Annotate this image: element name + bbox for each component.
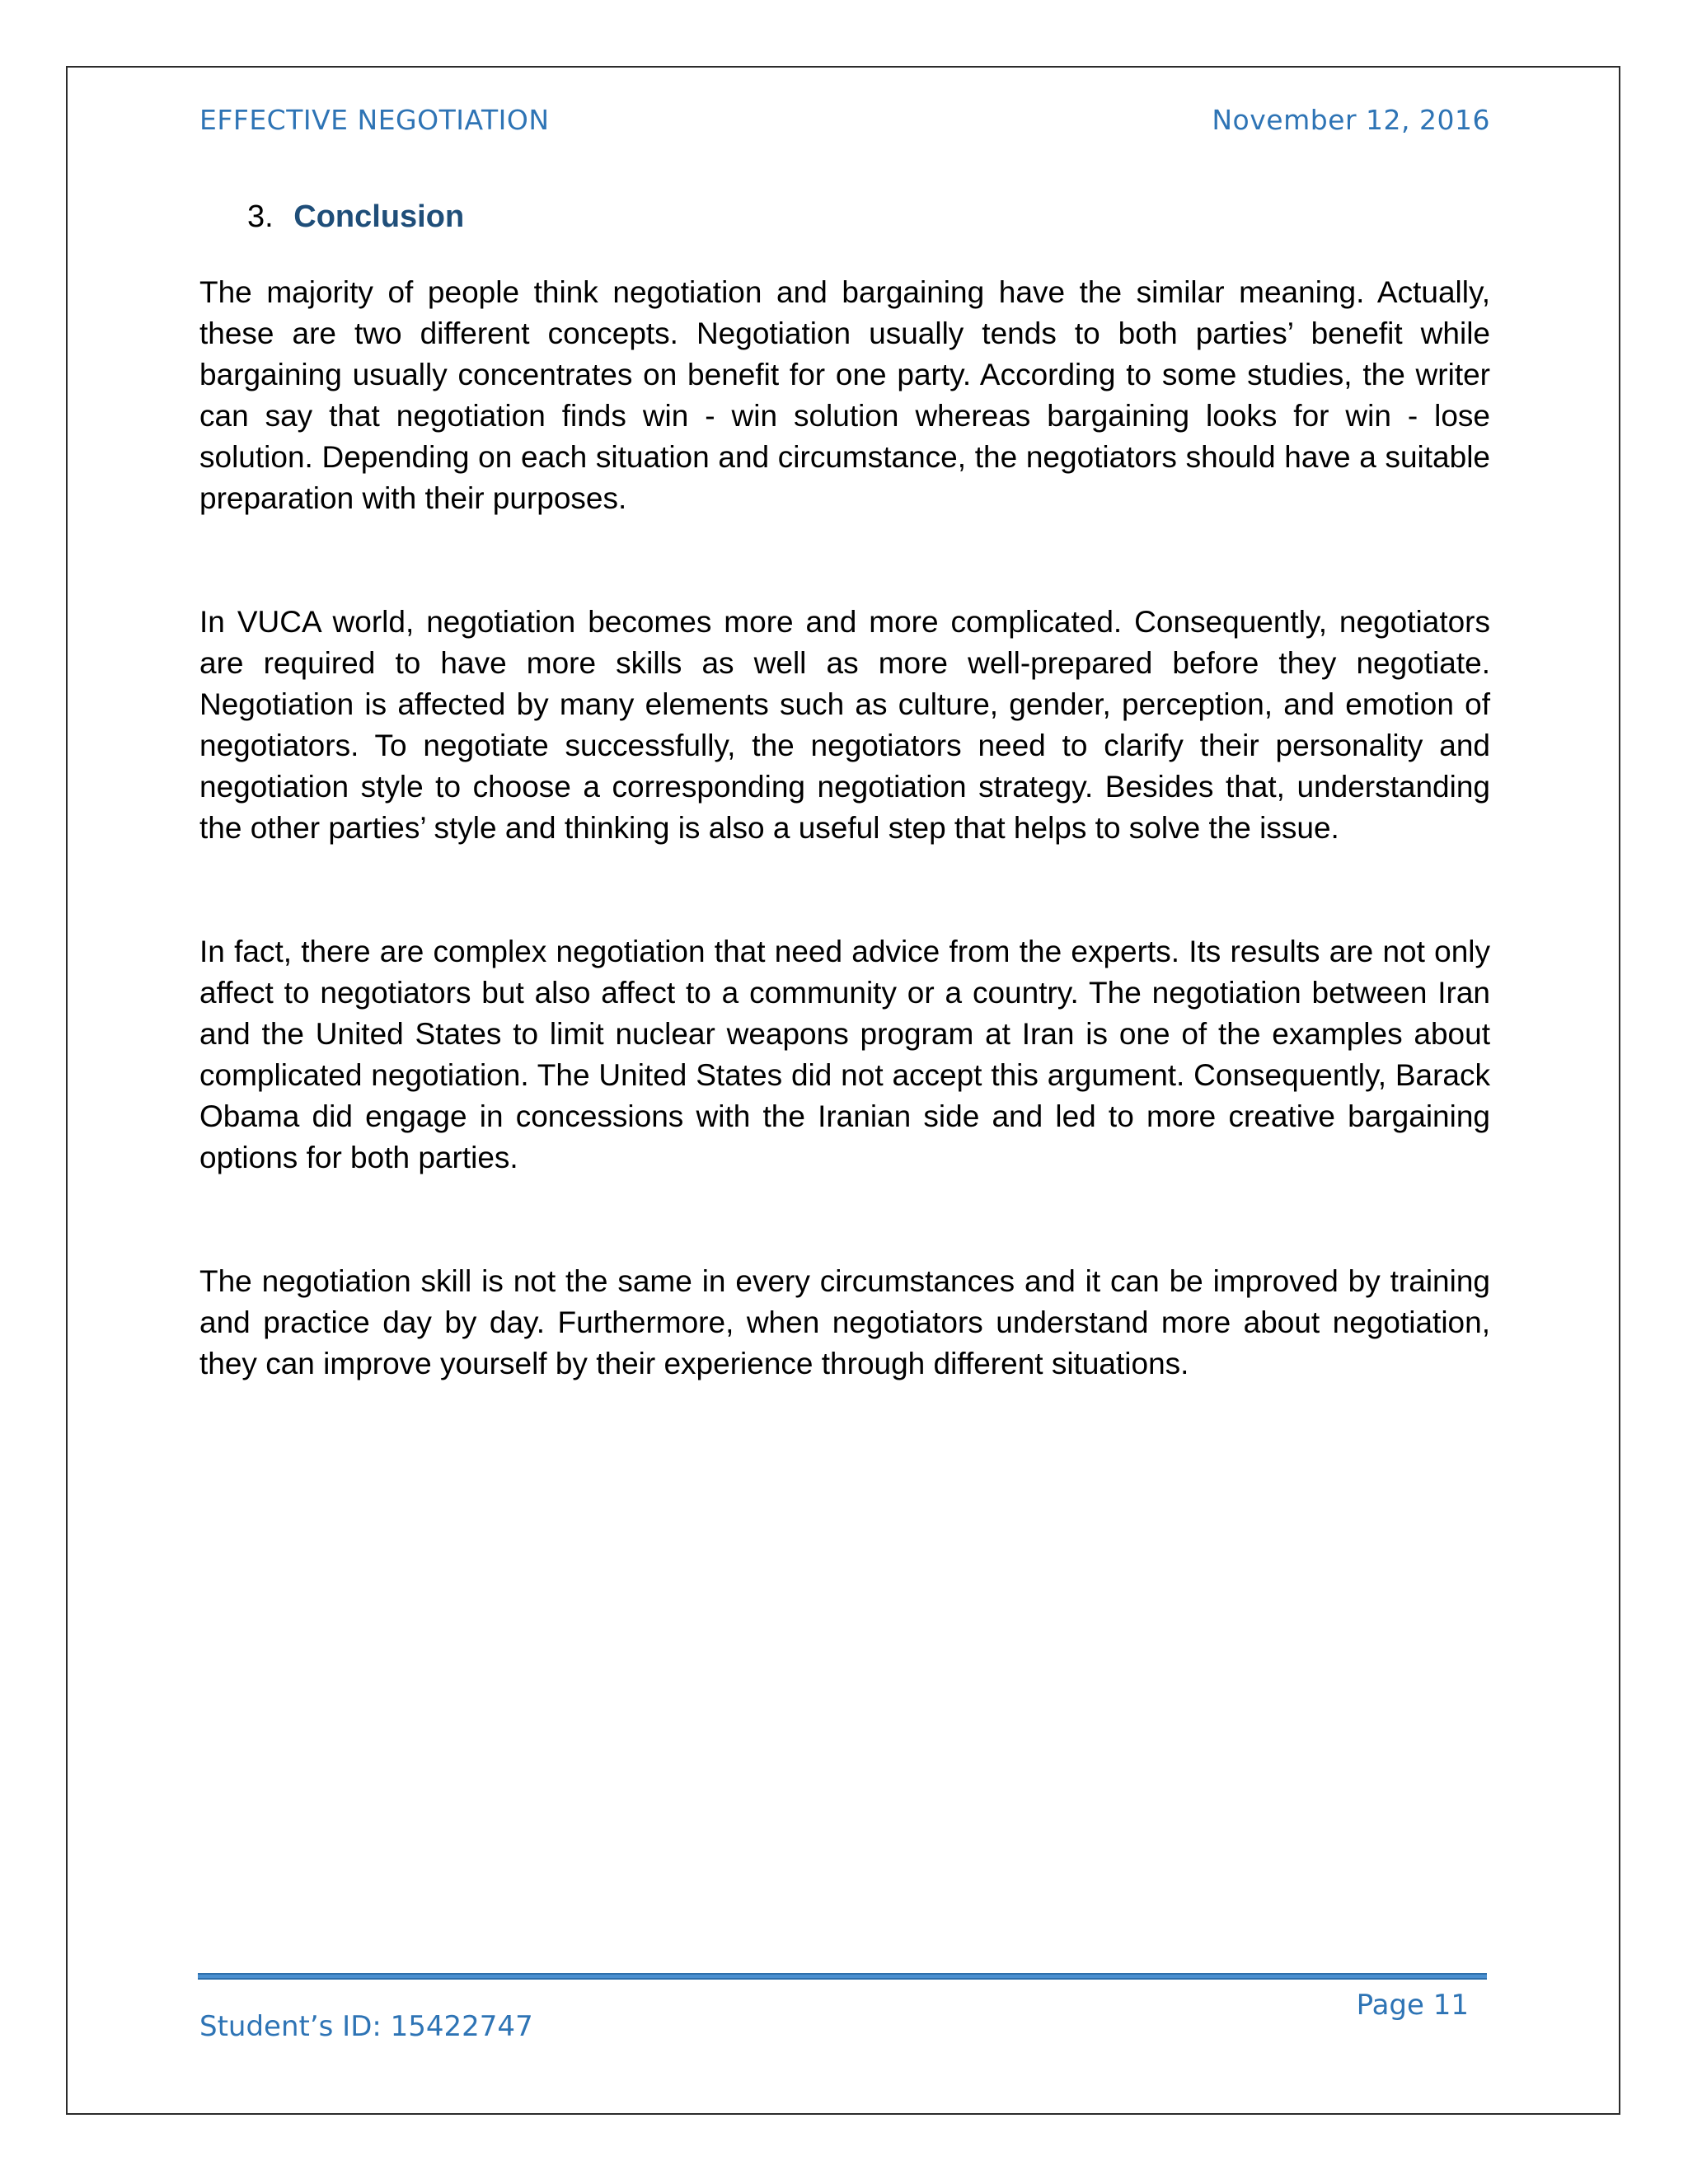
section-number: 3. xyxy=(247,199,274,234)
paragraph: The majority of people think negotiation and bargaining have the similar meaning. Actually, these are two different concepts. Negotiation usually tends to both parties’ benefit while bargaining usually concentrates on benefit for one party. According to some studies, the writer can say that negotiation finds win - win solution whereas bargaining looks for win - lose solution. Depending on each situation and circumstance, the negotiators should have a suitable preparation with their purposes. xyxy=(199,275,1490,515)
header-date: November 12, 2016 xyxy=(1212,104,1490,136)
body-content xyxy=(199,272,1490,1385)
footer-page-number: Page 11 xyxy=(1356,1989,1469,2022)
section-heading xyxy=(247,196,464,237)
paragraph: In VUCA world, negotiation becomes more and more complicated. Consequently, negotiators are required to have more skills as well as more well-prepared before they negotiate. Negotiation is affected by many elements such as culture, gender, perception, and emotion of negotiators. To negotiate successfully, the negotiators need to clarify their personality and negotiation style to choose a corresponding negotiation strategy. Besides that, understanding the other parties’ style and thinking is also a useful step that helps to solve the issue. xyxy=(199,605,1490,845)
section-title: Conclusion xyxy=(293,199,465,234)
paragraph: In fact, there are complex negotiation that need advice from the experts. Its results are not only affect to negotiators but also affect to a community or a country. The negotiation between Iran and the United States to limit nuclear weapons program at Iran is one of the examples about complicated negotiation. The United States did not accept this argument. Consequently, Barack Obama did engage in concessions with the Iranian side and led to more creative bargaining options for both parties. xyxy=(199,935,1490,1174)
header-title: EFFECTIVE NEGOTIATION xyxy=(199,104,550,136)
footer-rule xyxy=(198,1973,1487,1980)
paragraph: The negotiation skill is not the same in every circumstances and it can be improved by training and practice day by day. Furthermore, when negotiators understand more about negotiation, they can improve yourself by their experience through different situations. xyxy=(199,1264,1490,1380)
footer-student-id: Student’s ID: 15422747 xyxy=(199,2010,533,2043)
